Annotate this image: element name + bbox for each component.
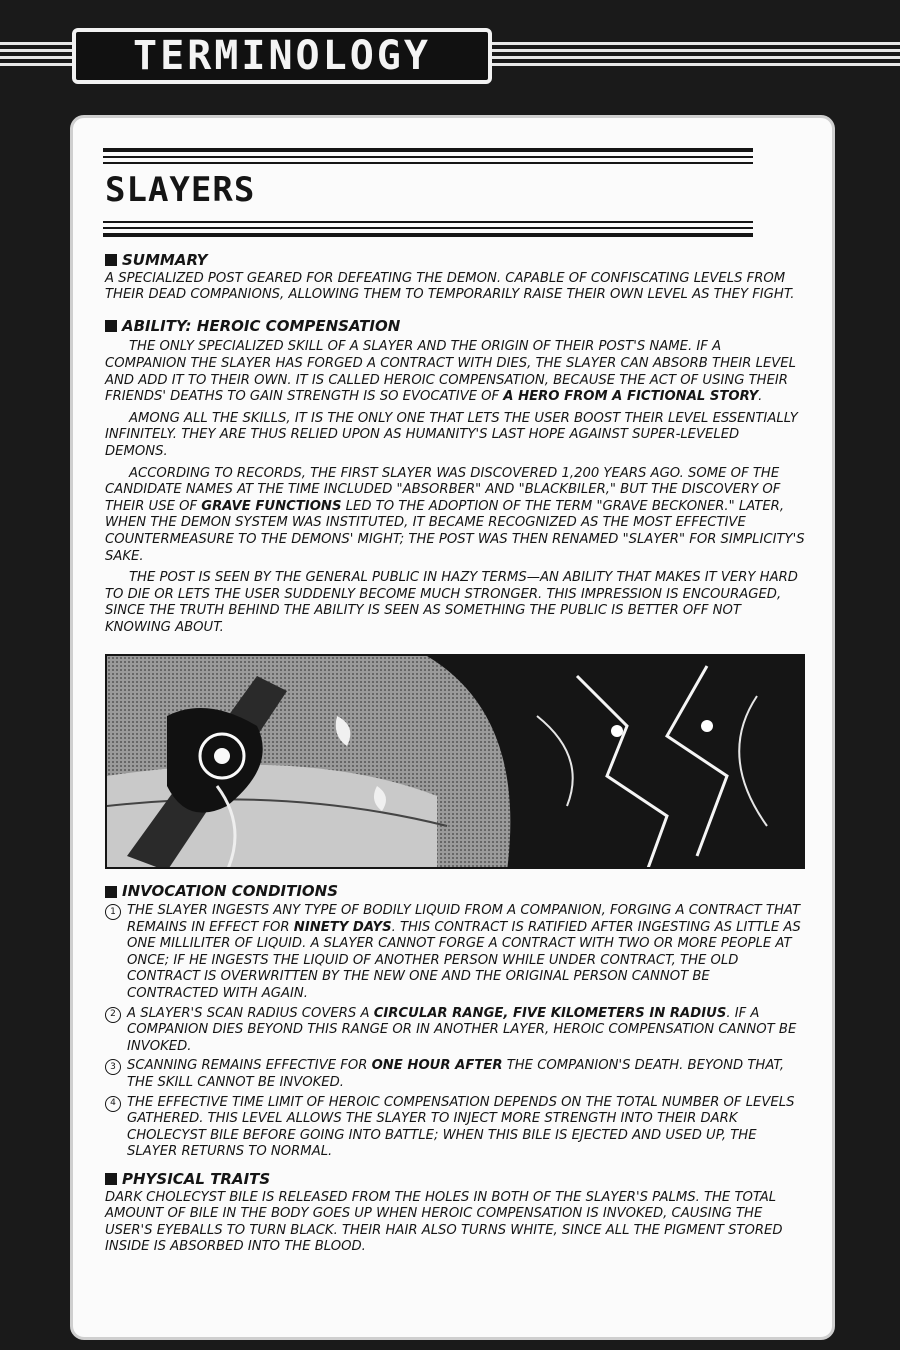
bullet-square-icon: [105, 254, 117, 266]
manga-illustration: [105, 654, 805, 869]
entry-body: [105, 252, 805, 1256]
bullet-square-icon: [105, 320, 117, 332]
bullet-square-icon: [105, 1173, 117, 1185]
header-bar: [0, 28, 900, 88]
entry-title: SLAYERS: [105, 170, 256, 210]
header-rule-right: [490, 42, 900, 74]
circled-number: 2: [105, 1007, 121, 1023]
condition-item: 1 THE SLAYER INGESTS ANY TYPE OF BODILY LIQUID FROM A COMPANION, FORGING A CONTRACT THAT REMAINS IN EFFECT FOR NINETY DAYS. THIS CONTRACT IS RATIFIED AFTER INGESTING AS LITTLE AS ONE MILLILITER OF LIQUID. A SLAYER CANNOT FORGE A CONTRACT WITH TWO OR MORE PEOPLE AT ONCE; IF HE INGESTS THE LIQUID OF ANOTHER PERSON WHILE UNDER CONTRACT, THE OLD CONTRACT IS OVERWRITTEN BY THE NEW ONE AND THE ORIGINAL PERSON CANNOT BE CONTRACTED WITH AGAIN.: [105, 903, 805, 1003]
conditions-heading: INVOCATION CONDITIONS: [105, 883, 805, 900]
condition-item: 2 A SLAYER'S SCAN RADIUS COVERS A CIRCULAR RANGE, FIVE KILOMETERS IN RADIUS. IF A COMPANION DIES BEYOND THIS RANGE OR IN ANOTHER LAYER, HEROIC COMPENSATION CANNOT BE INVOKED.: [105, 1006, 805, 1056]
ability-heading: ABILITY: HEROIC COMPENSATION: [105, 318, 805, 335]
traits-heading: PHYSICAL TRAITS: [105, 1171, 805, 1188]
condition-item: 4 THE EFFECTIVE TIME LIMIT OF HEROIC COMPENSATION DEPENDS ON THE TOTAL NUMBER OF LEVELS GATHERED. THIS LEVEL ALLOWS THE SLAYER TO INJECT MORE STRENGTH INTO THEIR DARK CHOLECYST BILE BEFORE GOING INTO BATTLE; WHEN THIS BILE IS EJECTED AND USED UP, THE SLAYER RETURNS TO NORMAL.: [105, 1095, 805, 1161]
header-title-box: [72, 28, 492, 84]
entry-card: [70, 115, 835, 1340]
traits-text: DARK CHOLECYST BILE IS RELEASED FROM THE HOLES IN BOTH OF THE SLAYER'S PALMS. THE TOTAL AMOUNT OF BILE IN THE BODY GOES UP WHEN HEROIC COMPENSATION IS INVOKED, CAUSING THE USER'S EYEBALLS TO TURN BLACK. THEIR HAIR ALSO TURNS WHITE, SINCE ALL THE PIGMENT STORED INSIDE IS ABSORBED INTO THE BLOOD.: [105, 1189, 783, 1255]
title-rule-top: [103, 148, 753, 168]
condition-item: 3 SCANNING REMAINS EFFECTIVE FOR ONE HOUR AFTER THE COMPANION'S DEATH. BEYOND THAT, THE SKILL CANNOT BE INVOKED.: [105, 1058, 805, 1091]
header-title: TERMINOLOGY: [133, 33, 431, 79]
ability-paragraph-2: AMONG ALL THE SKILLS, IT IS THE ONLY ONE THAT LETS THE USER BOOST THEIR LEVEL ESSENTIALLY INFINITELY. THEY ARE THUS RELIED UPON AS HUMANITY'S LAST HOPE AGAINST SUPER-LEVELED DEMONS.: [105, 410, 798, 459]
circled-number: 1: [105, 904, 121, 920]
ability-paragraph-4: THE POST IS SEEN BY THE GENERAL PUBLIC IN HAZY TERMS—AN ABILITY THAT MAKES IT VERY HARD TO DIE OR LETS THE USER SUDDENLY BECOME MUCH STRONGER. THIS IMPRESSION IS ENCOURAGED, SINCE THE TRUTH BEHIND THE ABILITY IS SEEN AS SOMETHING THE PUBLIC IS BETTER OFF NOT KNOWING ABOUT.: [105, 570, 798, 635]
title-rule-bottom: [103, 221, 753, 241]
header-rule-left: [0, 42, 80, 74]
summary-text: A SPECIALIZED POST GEARED FOR DEFEATING THE DEMON. CAPABLE OF CONFISCATING LEVELS FROM THEIR DEAD COMPANIONS, ALLOWING THEM TO TEMPORARILY RAISE THEIR OWN LEVEL AS THEY FIGHT.: [105, 270, 795, 303]
circled-number: 4: [105, 1096, 121, 1112]
circled-number: 3: [105, 1059, 121, 1075]
ability-paragraph-1: THE ONLY SPECIALIZED SKILL OF A SLAYER AND THE ORIGIN OF THEIR POST'S NAME. IF A COMPANION THE SLAYER HAS FORGED A CONTRACT WITH DIES, THE SLAYER CAN ABSORB THEIR LEVEL AND ADD IT TO THEIR OWN. IT IS CALLED HEROIC COMPENSATION, BECAUSE THE ACT OF USING THEIR FRIENDS' DEATHS TO GAIN STRENGTH IS SO EVOCATIVE OF A HERO FROM A FICTIONAL STORY.: [105, 339, 796, 405]
bullet-square-icon: [105, 886, 117, 898]
ability-paragraph-3: ACCORDING TO RECORDS, THE FIRST SLAYER WAS DISCOVERED 1,200 YEARS AGO. SOME OF THE CANDIDATE NAMES AT THE TIME INCLUDED "ABSORBER" AND "BLACKBILER," BUT THE DISCOVERY OF THEIR USE OF GRAVE FUNCTIONS LED TO THE ADOPTION OF THE TERM "GRAVE BECKONER." LATER, WHEN THE DEMON SYSTEM WAS INSTITUTED, IT BECAME RECOGNIZED AS THE MOST EFFECTIVE COUNTERMEASURE TO THE DEMONS' MIGHT; THE POST WAS THEN RENAMED "SLAYER" FOR SIMPLICITY'S SAKE.: [105, 465, 805, 564]
summary-heading: SUMMARY: [105, 252, 805, 269]
